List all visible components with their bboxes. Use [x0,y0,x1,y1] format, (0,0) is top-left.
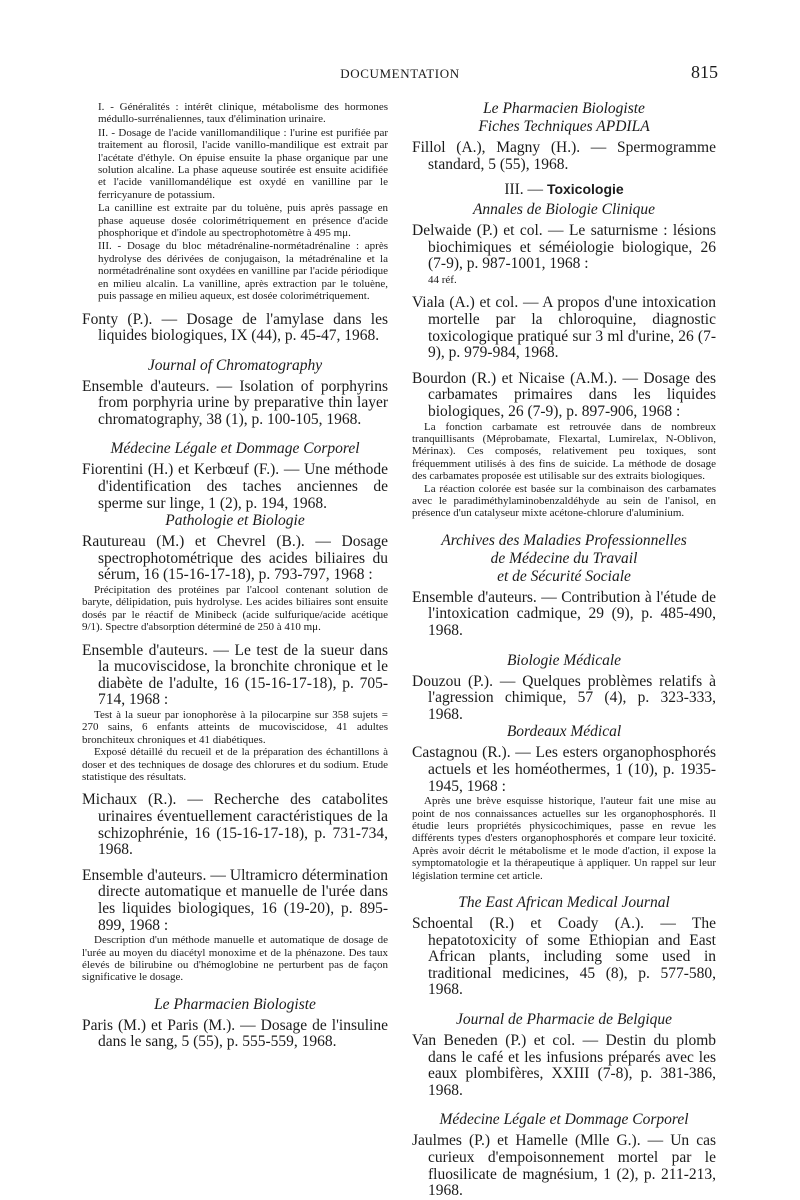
journal-title: Pathologie et Biologie [165,512,305,530]
page-number: 815 [691,62,718,82]
intro-paragraph: II. - Dosage de l'acide vanillomandilique : l'urine est purifiée par traitement au florosil, l'acide vanillo-mandilique est extrait par l'acétate d'éthyle. On épuise ensuite la phase organique par une solution alcaline. La phase aqueuse soutirée est ensuite acidifiée et l'acide vanillomandélique est oxydé en vanilline par le ferricyanure de potassium. [98,126,388,201]
journal-title: Journal of Chromatography [147,356,323,374]
journal-title: Médecine Légale et Dommage Corporel [439,1111,689,1129]
journal-title: Annales de Biologie Clinique [472,201,656,219]
journal-title: Journal de Pharmacie de Belgique [455,1010,673,1028]
intro-paragraph: La canilline est extraite par du toluène, puis après passage en phase aqueuse dosée colorimétriquement en présence d'acide phosphorique et d'indole au spectrophotomètre à 495 mμ. [98,202,388,240]
bibliography-entry: Fillol (A.), Magny (H.). — Spermogramme standard, 5 (55), 1968. [412,139,716,173]
entry-abstract: 44 réf. [428,273,457,286]
journal-title: Le Pharmacien Biologiste [483,100,645,117]
running-title: DOCUMENTATION [340,66,460,81]
bibliography-entry: Rautureau (M.) et Chevrel (B.). — Dosage spectrophotométrique des acides biliaires du sérum, 16 (15-16-17-18), p. 793-797, 1968 : [82,533,388,584]
bibliography-entry: Viala (A.) et col. — A propos d'une intoxication mortelle par la chloroquine, diagnostic toxicologique pratiqué sur 3 ml d'urine, 26 (7-9), p. 979-984, 1968. [412,294,716,362]
bibliography-entry: Michaux (R.). — Recherche des catabolites urinaires éventuellement caractéristiques de la schizophrénie, 16 (15-16-17-18), p. 731-734, 1968. [82,791,388,859]
bibliography-entry: Ensemble d'auteurs. — Ultramicro détermination directe automatique et manuelle de l'urée dans les liquides biologiques, 16 (19-20), p. 895-899, 1968 : [82,866,388,934]
journal-title: Archives des Maladies Professionnelles [441,531,687,549]
section-heading [412,181,716,199]
intro-paragraph: I. - Généralités : intérêt clinique, métabolisme des hormones médullo-surrénaliennes, taux d'élimination urinaire. [98,101,388,126]
intro-paragraph: III. - Dosage du bloc métadrénaline-normétadrénaline : après hydrolyse des dérivées de conjugaison, la métadrénaline et la normétadrénaline sont oxydées en vanilline par l'acide périodique en milieu alcalin. La vanilline, après extraction par le toluène, puis passage en milieu aqueux, est dosée colorimétriquement. [98,240,388,303]
entry-abstract: Exposé détaillé du recueil et de la préparation des échantillons à doser et des techniques de dosage des chlorures et du sodium. Etude statistique des résultats. [82,746,388,784]
bibliography-entry: Bourdon (R.) et Nicaise (A.M.). — Dosage des carbamates primaires dans les liquides biologiques, 26 (7-9), p. 897-906, 1968 : [412,369,716,420]
bibliography-entry: Schoental (R.) et Coady (A.). — The hepatotoxicity of some Ethiopian and East African plants, including some used in traditional medicines, 45 (8), p. 577-580, 1968. [412,914,716,999]
entry-abstract: Test à la sueur par ionophorèse à la pilocarpine sur 358 sujets = 270 sains, 6 enfants atteints de mucoviscidose, 41 adultes bronchiteux chroniques et 41 diabétiques. [82,709,388,746]
bibliography-entry: Ensemble d'auteurs. — Isolation of porphyrins from porphyria urine by preparative thin layer chromatography, 38 (1), p. 100-105, 1968. [82,377,388,428]
entry-abstract: La fonction carbamate est retrouvée dans de nombreux tranquillisants (Méprobamate, Flexartal, Lumirelax, N-Oblivon, Mérinax). Ces composés, relativement peu toxiques, sont fréquemment utilisés à des fins de suicide. La méthode de dosage des carbamates proposée est utilisable sur des extraits biologiques. [412,420,716,483]
bibliography-entry: Fiorentini (H.) et Kerbœuf (F.). — Une méthode d'identification des taches anciennes de sperme sur linge, 1 (2), p. 194, 1968. [82,461,388,512]
journal-title: Le Pharmacien Biologiste [154,995,316,1013]
journal-title: The East African Medical Journal [458,893,670,911]
bibliography-entry: Jaulmes (P.) et Hamelle (Mlle G.). — Un cas curieux d'empoisonnement mortel par le fluosilicate de magnésium, 1 (2), p. 211-213, 1968. [412,1132,716,1200]
entry-abstract: Précipitation des protéines par l'alcool contenant solution de baryte, délipidation, puis hydrolyse. Les acides biliaires sont ensuite dosés par le réactif de Minibeck (acide sulfurique/acide acétique 9/1). Spectre d'absorption déterminé de 250 à 410 mμ. [82,584,388,634]
bibliography-entry: Fonty (P.). — Dosage de l'amylase dans les liquides biologiques, IX (44), p. 45-47, 1968. [82,310,388,345]
journal-title-line: de Médecine du Travail [490,549,638,567]
bibliography-entry: Douzou (P.). — Quelques problèmes relatifs à l'agression chimique, 57 (4), p. 323-333, 1968. [412,672,716,723]
section-number: III. — [504,181,544,199]
left-column [82,100,388,1051]
entry-abstract: La réaction colorée est basée sur la combinaison des carbamates avec le paradiméthylaminobenzaldéhyde au sein de l'anisol, en présence d'un catalyseur mixte acétone-chlorure d'aluminium. [412,482,716,520]
bibliography-entry: Paris (M.) et Paris (M.). — Dosage de l'insuline dans le sang, 5 (55), p. 555-559, 1968. [82,1016,388,1051]
bibliography-entry: Ensemble d'auteurs. — Contribution à l'étude de l'intoxication cadmique, 29 (9), p. 485-490, 1968. [412,588,716,639]
journal-title: Biologie Médicale [506,651,622,669]
journal-title: Médecine Légale et Dommage Corporel [110,440,360,458]
journal-title-line: et de Sécurité Sociale [497,567,631,585]
bibliography-entry: Delwaide (P.) et col. — Le saturnisme : lésions biochimiques et séméiologie biologique, 26 (7-9), p. 987-1001, 1968 : [412,222,716,273]
bibliography-entry: Castagnou (R.). — Les esters organophosphorés actuels et les homéothermes, 1 (10), p. 1935-1945, 1968 : [412,744,716,795]
entry-abstract: Après une brève esquisse historique, l'auteur fait une mise au point de nos connaissances actuelles sur les organophosphorés. Il étudie leurs propriétés physicochimiques, passe en revue les différents types d'esters organophosphorés et compare leur toxicité. Après avoir décrit le métabolisme et le mode d'action, il expose la symptomatologie et la thérapeutique à appliquer. Un rappel sur leur législation termine cet article. [412,795,716,882]
right-column [412,100,716,1200]
bibliography-entry: Van Beneden (P.) et col. — Destin du plomb dans le café et les infusions préparés avec les eaux plombifères, XXIII (7-8), p. 381-386, 1968. [412,1031,716,1099]
page-header [82,62,718,88]
journal-title: Bordeaux Médical [506,723,622,741]
entry-abstract: Description d'un méthode manuelle et automatique de dosage de l'urée au moyen du diacétyl monoxime et de la phénazone. Des taux élevés de bilirubine ou d'hémoglobine ne perturbent pas de façon significative le dosage. [82,934,388,984]
journal-subtitle: Fiches Techniques APDILA [478,118,650,135]
bibliography-entry: Ensemble d'auteurs. — Le test de la sueur dans la mucoviscidose, la bronchite chronique et le diabète de l'adulte, 16 (15-16-17-18), p. 705-714, 1968 : [82,641,388,709]
section-title: Toxicologie [546,181,624,198]
